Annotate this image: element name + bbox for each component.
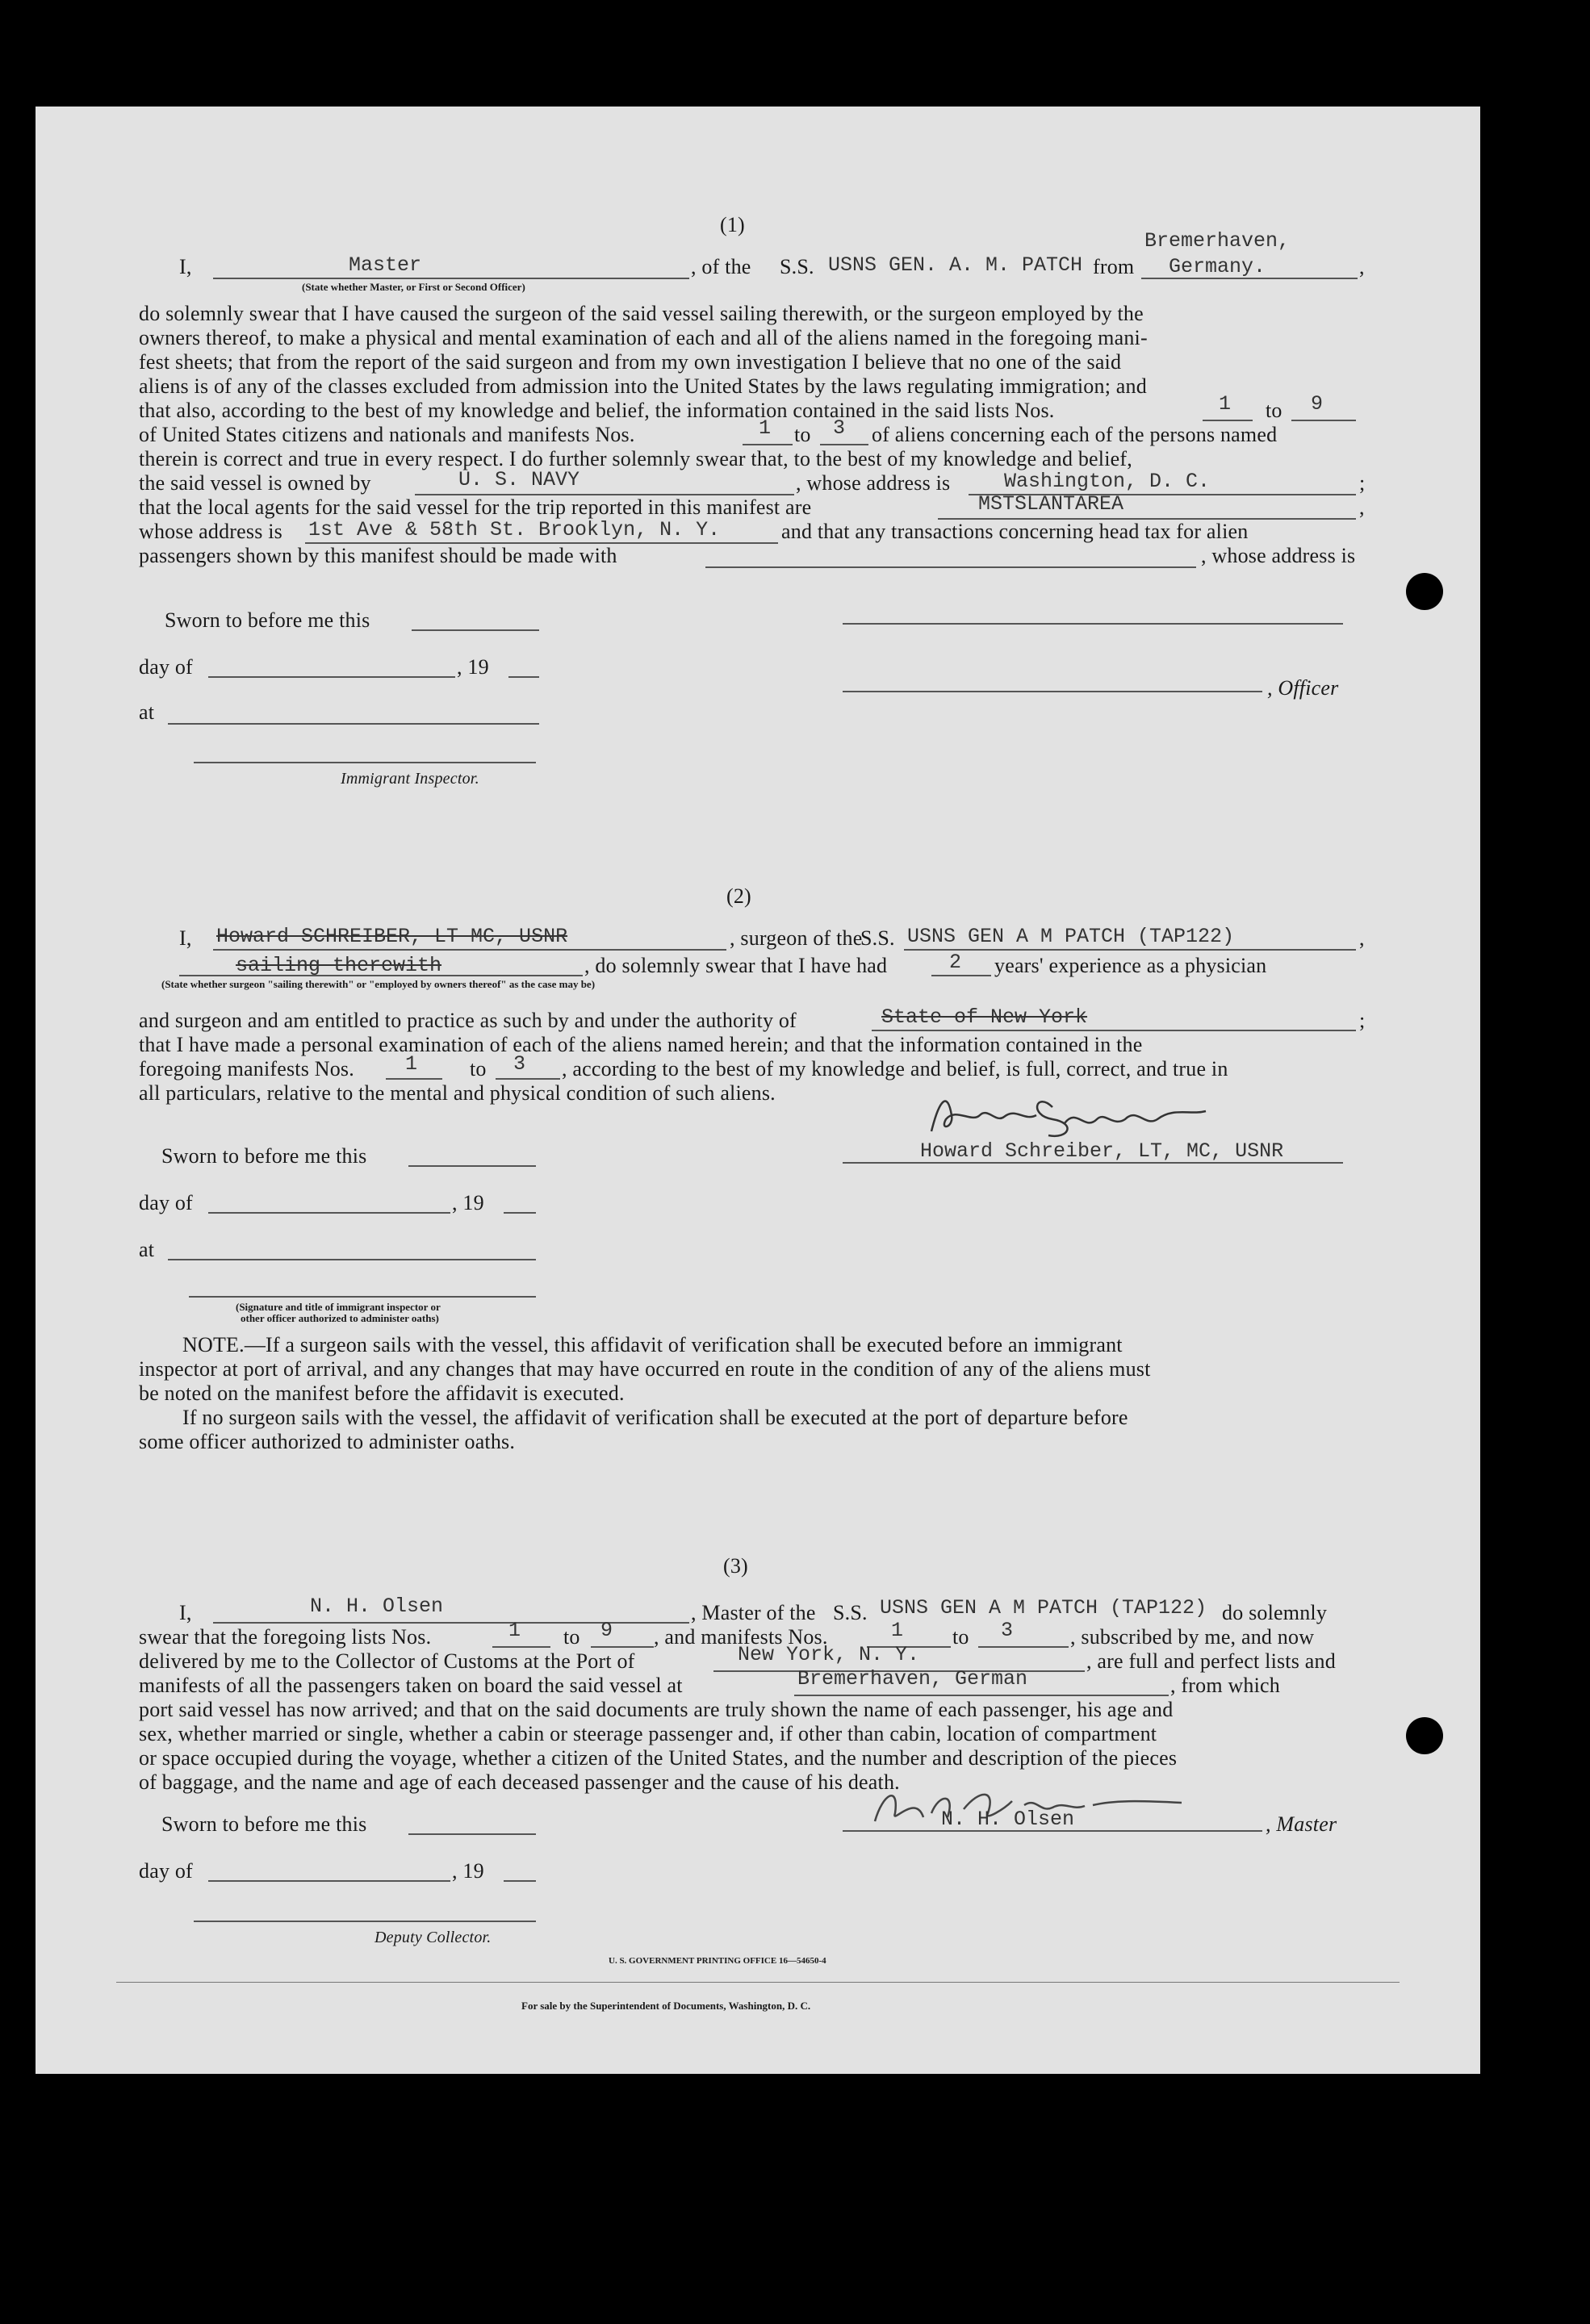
officer-sign-line-2 xyxy=(843,691,1262,692)
sailing-therewith: sailing therewith xyxy=(236,954,442,977)
surgeon-signature xyxy=(915,1083,1254,1147)
section-1-i: I, xyxy=(179,255,192,278)
boarding-port-line xyxy=(794,1695,1169,1696)
master-typed-name: N. H. Olsen xyxy=(941,1808,1075,1831)
to-label: to xyxy=(563,1625,580,1649)
manifests-text: of United States citizens and nationals and manifests Nos. xyxy=(139,423,635,446)
semicolon: ; xyxy=(1359,471,1366,495)
s3-vessel-name: USNS GEN A M PATCH (TAP122) xyxy=(880,1596,1207,1620)
years-line xyxy=(931,975,991,976)
year-line xyxy=(504,1212,536,1214)
manifests-from: 1 xyxy=(759,416,772,440)
master-of-label: , Master of the xyxy=(691,1601,816,1624)
s2-correct-text: , according to the best of my knowledge and belief, is full, correct, and true in xyxy=(562,1057,1228,1080)
perfect-lists-text: , are full and perfect lists and xyxy=(1086,1649,1336,1673)
of-the-label: , of the xyxy=(691,255,751,278)
year-label: , 19 xyxy=(452,1191,484,1214)
s3-lists-text: swear that the foregoing lists Nos. xyxy=(139,1625,432,1649)
agents-value: MSTSLANTAREA xyxy=(978,492,1124,516)
s3-lists-to: 9 xyxy=(600,1619,613,1642)
master-rank-value: Master xyxy=(349,253,422,277)
section-3-i: I, xyxy=(179,1601,192,1624)
s3-line-3: or space occupied during the voyage, whether a citizen of the United States, and the number and description of the pieces xyxy=(139,1746,1178,1770)
manifests-to: 3 xyxy=(833,416,846,440)
s1-day: day of xyxy=(139,655,193,679)
oath-line-4: aliens is of any of the classes excluded from admission into the United States by the laws regulating immigration; and xyxy=(139,374,1147,398)
head-tax-address-label: , whose address is xyxy=(1201,544,1356,567)
manifests-to-line xyxy=(820,444,868,445)
lists-text: that also, according to the best of my knowledge and belief, the information contained in the said lists Nos. xyxy=(139,399,1055,422)
from-which-text: , from which xyxy=(1170,1674,1280,1697)
s2-vessel-line xyxy=(904,949,1356,951)
experience-text: , do solemnly swear that I have had xyxy=(584,954,888,977)
inspector-line xyxy=(194,762,536,763)
owner-address-label: , whose address is xyxy=(796,471,951,495)
head-tax-label: passengers shown by this manifest should be made with xyxy=(139,544,617,567)
comma: , xyxy=(1359,926,1365,950)
at-line xyxy=(168,723,539,725)
signature-line xyxy=(189,1296,536,1298)
ss-label: S.S. xyxy=(780,255,814,278)
bleed-through-text xyxy=(236,171,241,194)
authority-text: and surgeon and am entitled to practice as such by and under the authority of xyxy=(139,1009,797,1032)
examination-line: that I have made a personal examination of each of the aliens named herein; and that the information contained in the xyxy=(139,1033,1143,1056)
from-label: from xyxy=(1093,255,1135,278)
s3-day: day of xyxy=(139,1859,193,1883)
section-2-number: (2) xyxy=(726,884,751,908)
lists-from: 1 xyxy=(1219,392,1232,416)
s3-lists-to-line xyxy=(591,1646,654,1648)
collector-text: delivered by me to the Collector of Customs at the Port of xyxy=(139,1649,635,1673)
sworn-line xyxy=(408,1165,536,1167)
lists-to-line xyxy=(1291,420,1356,421)
oath-line-3: fest sheets; that from the report of the said surgeon and from my own investigation I believe that no one of the said xyxy=(139,350,1122,374)
to-label: to xyxy=(470,1057,487,1080)
correct-line: therein is correct and true in every respect. I do further solemnly swear that, to the best of my knowledge and belief, xyxy=(139,447,1132,470)
signature-note-2: other officer authorized to administer oaths) xyxy=(241,1312,439,1324)
physician-text: years' experience as a physician xyxy=(994,954,1267,977)
punch-hole xyxy=(1406,1717,1443,1754)
manifests-from-line xyxy=(743,444,793,445)
gpo-imprint: U. S. GOVERNMENT PRINTING OFFICE 16—54650-4 xyxy=(609,1956,826,1966)
s3-manifests-to: 3 xyxy=(1001,1619,1014,1642)
comma: , xyxy=(1359,495,1365,519)
sworn-line xyxy=(408,1833,536,1835)
s2-vessel-name: USNS GEN A M PATCH (TAP122) xyxy=(907,925,1235,948)
agent-address-label: whose address is xyxy=(139,520,282,543)
departure-port: Bremerhaven, xyxy=(1144,229,1291,253)
oath-line-1: do solemnly swear that I have caused the surgeon of the said vessel sailing therewith, or the surgeon employed by the xyxy=(139,302,1144,325)
s2-to-line xyxy=(496,1078,560,1080)
s2-manifests-to: 3 xyxy=(513,1052,526,1076)
s1-sworn: Sworn to before me this xyxy=(165,608,370,632)
taken-on-board-text: manifests of all the passengers taken on board the said vessel at xyxy=(139,1674,683,1697)
sworn-line xyxy=(412,629,539,631)
officer-sign-line-1 xyxy=(843,623,1343,625)
agents-label: that the local agents for the said vessel for the trip reported in this manifest are xyxy=(139,495,812,519)
authority-line xyxy=(872,1030,1356,1031)
agent-address: 1st Ave & 58th St. Brooklyn, N. Y. xyxy=(308,518,721,541)
oath-line-2: owners thereof, to make a physical and mental examination of each and all of the aliens named in the foregoing mani- xyxy=(139,326,1148,349)
s1-at: at xyxy=(139,700,155,724)
lists-from-line xyxy=(1203,420,1253,421)
s3-manifests-to-line xyxy=(978,1646,1069,1648)
s2-manifests-from: 1 xyxy=(405,1052,418,1076)
owned-label: the said vessel is owned by xyxy=(139,471,371,495)
note-line-3: be noted on the manifest before the affidavit is executed. xyxy=(139,1381,625,1405)
s3-line-4: of baggage, and the name and age of each deceased passenger and the cause of his death. xyxy=(139,1770,900,1794)
s2-sworn: Sworn to before me this xyxy=(161,1144,367,1168)
s3-manifests-from: 1 xyxy=(891,1619,904,1642)
sale-note: For sale by the Superintendent of Documents, Washington, D. C. xyxy=(521,2000,811,2012)
s3-lists-from-line xyxy=(492,1646,550,1648)
immigrant-inspector-label: Immigrant Inspector. xyxy=(341,770,479,788)
section-1-number: (1) xyxy=(720,213,745,236)
years-value: 2 xyxy=(949,951,962,974)
boarding-port: Bremerhaven, German xyxy=(797,1667,1028,1691)
authority-value: State of New York xyxy=(881,1005,1088,1029)
master-label: , Master xyxy=(1266,1812,1337,1836)
semicolon: ; xyxy=(1359,1009,1366,1032)
footer-rule xyxy=(116,1982,1400,1983)
section-2-i: I, xyxy=(179,926,192,950)
year-label: , 19 xyxy=(452,1859,484,1883)
s3-sworn: Sworn to before me this xyxy=(161,1812,367,1836)
rank-line xyxy=(213,278,689,279)
master-name: N. H. Olsen xyxy=(310,1595,444,1618)
head-tax-text: and that any transactions concerning head tax for alien xyxy=(781,520,1249,543)
s2-at: at xyxy=(139,1238,155,1261)
head-tax-line xyxy=(705,566,1196,568)
to-label: to xyxy=(794,423,811,446)
subscribed-text: , subscribed by me, and now xyxy=(1070,1625,1315,1649)
officer-label: , Officer xyxy=(1267,676,1339,700)
collector-line xyxy=(194,1921,536,1922)
year-line xyxy=(504,1880,536,1882)
note-line-2: inspector at port of arrival, and any changes that may have occurred en route in the condition of any of the aliens must xyxy=(139,1357,1151,1381)
at-line xyxy=(168,1259,536,1260)
manifest-affidavit-page xyxy=(36,107,1480,2074)
surgeon-sign-line xyxy=(843,1162,1343,1164)
manifests-text-2: of aliens concerning each of the persons named xyxy=(872,423,1278,446)
day-line xyxy=(208,676,455,678)
arrival-port: New York, N. Y. xyxy=(738,1643,920,1666)
departure-country: Germany. xyxy=(1169,255,1266,278)
surgeon-of-label: , surgeon of the xyxy=(730,926,863,950)
do-solemnly: do solemnly xyxy=(1222,1601,1328,1624)
s2-day: day of xyxy=(139,1191,193,1214)
lists-to: 9 xyxy=(1311,392,1324,416)
comma: , xyxy=(1359,255,1365,278)
s2-manifests-text: foregoing manifests Nos. xyxy=(139,1057,354,1080)
note2-line-1: If no surgeon sails with the vessel, the affidavit of verification shall be executed at the port of departure before xyxy=(182,1406,1128,1429)
punch-hole xyxy=(1406,573,1443,610)
owner-value: U. S. NAVY xyxy=(458,468,580,491)
year-line xyxy=(508,676,539,678)
s3-line-1: port said vessel has now arrived; and that on the said documents are truly shown the name of each passenger, his age and xyxy=(139,1698,1174,1721)
surgeon-name-line xyxy=(213,949,726,951)
section-3-number: (3) xyxy=(723,1554,748,1578)
vessel-name: USNS GEN. A. M. PATCH xyxy=(828,253,1083,277)
s2-state-note: (State whether surgeon "sailing therewith" or "employed by owners thereof" as the case may be) xyxy=(161,978,596,990)
s2-from-line xyxy=(386,1078,442,1080)
day-line xyxy=(208,1880,450,1882)
signature-note-1: (Signature and title of immigrant inspector or xyxy=(236,1301,441,1313)
ss-label: S.S. xyxy=(833,1601,868,1624)
deputy-collector-label: Deputy Collector. xyxy=(374,1929,492,1946)
master-name-line xyxy=(213,1622,689,1624)
s3-line-2: sex, whether married or single, whether a cabin or steerage passenger and, if other than cabin, location of compartment xyxy=(139,1722,1157,1745)
surgeon-name: Howard SCHREIBER, LT MC, USNR xyxy=(216,925,568,948)
surgeon-typed-name: Howard Schreiber, LT, MC, USNR xyxy=(920,1139,1284,1163)
sailing-line xyxy=(179,975,583,976)
state-note: (State whether Master, or First or Second Officer) xyxy=(302,281,525,293)
s3-lists-from: 1 xyxy=(508,1619,521,1642)
note2-line-2: some officer authorized to administer oaths. xyxy=(139,1430,516,1453)
s3-manifests-text: , and manifests Nos. xyxy=(654,1625,828,1649)
to-label: to xyxy=(952,1625,969,1649)
particulars-line: all particulars, relative to the mental and physical condition of such aliens. xyxy=(139,1081,776,1105)
note-line-1: NOTE.—If a surgeon sails with the vessel, this affidavit of verification shall be executed before an immigrant xyxy=(182,1333,1123,1356)
day-line xyxy=(208,1212,450,1214)
owner-address: Washington, D. C. xyxy=(1004,470,1211,493)
year-label: , 19 xyxy=(457,655,489,679)
ss-label: S.S. xyxy=(860,926,895,950)
to-label: to xyxy=(1266,399,1282,422)
